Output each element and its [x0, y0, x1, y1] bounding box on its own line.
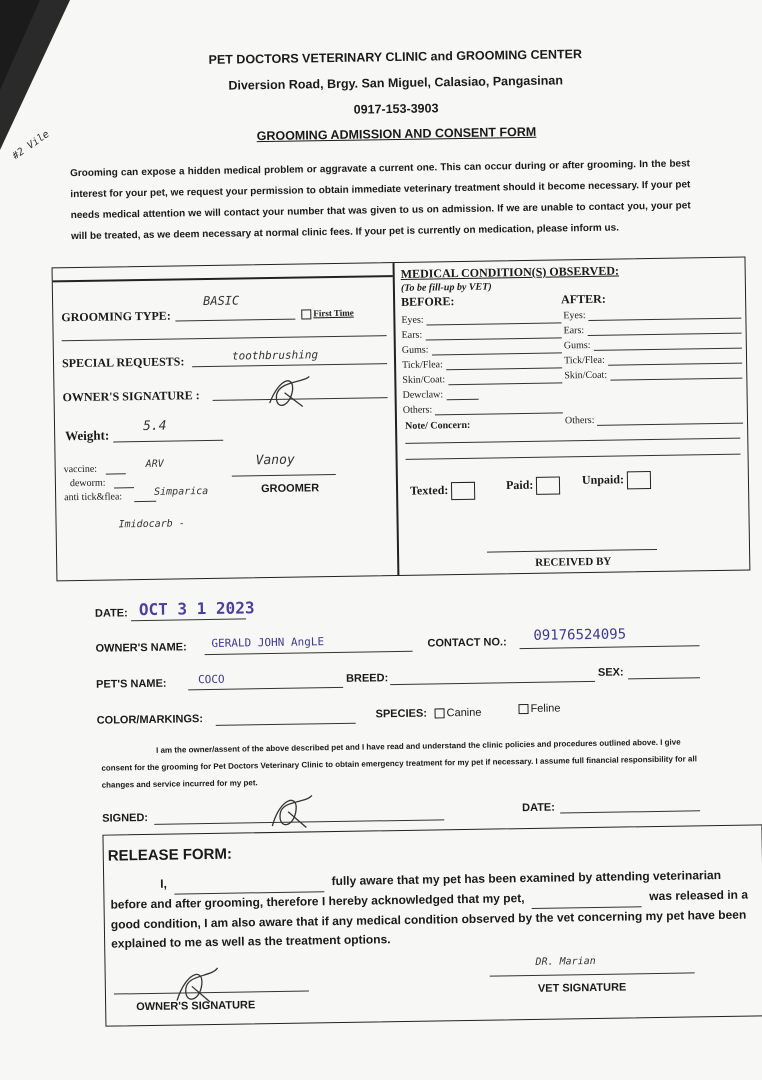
note-line-1[interactable]: [405, 438, 740, 444]
vaccine-line: [106, 473, 126, 474]
scan-corner-fold: [0, 0, 40, 90]
release-text-2: was released in a good condition, I am also aware that if any medical condition observed by the vet concerning my pet have been explained to me as well as the treatment options.: [110, 887, 749, 951]
groomer-label: GROOMER: [260, 482, 320, 496]
blank-line: [62, 335, 387, 341]
received-by-label: RECEIVED BY: [535, 555, 612, 569]
sex-label: SEX:: [597, 666, 624, 679]
clinic-address: Diversion Road, Brgy. San Miguel, Calasiao, Pangasinan: [228, 73, 564, 93]
groomer-line: [232, 474, 336, 477]
after-others-field[interactable]: [598, 423, 744, 426]
special-requests-label: SPECIAL REQUESTS:: [61, 354, 185, 371]
release-owner-sig-label: OWNER'S SIGNATURE: [136, 999, 256, 1014]
before-others-label: Others:: [402, 404, 433, 416]
column-divider: [393, 263, 399, 575]
first-time-checkbox[interactable]: [301, 309, 311, 319]
after-others-label: Others:: [564, 414, 595, 427]
color-label: COLOR/MARKINGS:: [96, 713, 204, 727]
vet-sig-label: VET SIGNATURE: [537, 981, 627, 995]
signed-label: SIGNED:: [102, 811, 149, 825]
deworm-line: [114, 487, 134, 488]
vaccine-label: vaccine:: [63, 463, 98, 476]
special-requests-line: [192, 363, 387, 367]
date2-label: DATE:: [521, 801, 555, 815]
owner-name-label: OWNER'S NAME:: [95, 641, 187, 655]
after-tickflea-label: Tick/Flea:: [563, 354, 605, 367]
release-form-box: [102, 824, 762, 1026]
after-ears-label: Ears:: [563, 325, 585, 337]
after-gums-label: Gums:: [563, 339, 591, 352]
before-gums-label: Gums:: [401, 344, 429, 356]
intro-paragraph: Grooming can expose a hidden medical problem or aggravate a current one. This can occur during or after grooming. In the best interest for your pet, we request your permission to obtain immediate veterinary treatment should it become necessary. If your pet needs medical attention we will contact your number that was given to us on admission. If we are unable to contact you, your pet will be treated, as we deem necessary at normal clinic fees. If your pet is currently on medication, please inform us.: [69, 158, 691, 243]
release-prefix: I,: [160, 876, 168, 891]
canine-label: Canine: [446, 706, 482, 720]
unpaid-label: Unpaid:: [581, 472, 625, 487]
contact-value[interactable]: 09176524095: [533, 626, 627, 644]
pet-name-label: PET'S NAME:: [95, 677, 167, 691]
before-dewclaw-label: Dewclaw:: [402, 389, 444, 401]
first-time-label: First Time: [313, 307, 354, 319]
breed-line[interactable]: [390, 681, 595, 685]
grooming-type-line: [175, 319, 295, 322]
consent-paragraph: I am the owner/assent of the above described pet and I have read and understand the clinic policies and procedures outlined above. I give consent for the grooming for Pet Doctors Veterinary Clinic to obtain emergency treatment for my pet if necessary. I assume full financial responsibility for all changes and service incurred for my pet.: [101, 737, 697, 790]
clinic-phone: 0917-153-3903: [353, 101, 439, 117]
breed-label: BREED:: [345, 672, 389, 685]
texted-group: [410, 482, 476, 501]
form-page: [40, 34, 762, 1075]
after-fields: [563, 304, 743, 427]
note-line-2[interactable]: [406, 454, 741, 460]
groomer-name: Vanoy: [255, 452, 295, 469]
weight-label: Weight:: [65, 427, 110, 444]
before-tickflea-label: Tick/Flea:: [402, 359, 443, 371]
after-skincoat-field[interactable]: [610, 378, 742, 381]
paid-checkbox[interactable]: [536, 476, 560, 494]
after-label: AFTER:: [560, 291, 606, 307]
date-label: DATE:: [94, 607, 128, 620]
release-text-1: fully aware that my pet has been examined by attending veterinarian before and after grooming, therefore I hereby acknowledged that my pet,: [110, 867, 722, 912]
medical-title: MEDICAL CONDITION(S) OBSERVED:: [400, 263, 620, 281]
before-others-field[interactable]: [435, 412, 563, 415]
extra-note: Imidocarb -: [118, 518, 185, 531]
date2-line[interactable]: [560, 810, 700, 813]
unpaid-checkbox[interactable]: [627, 471, 651, 489]
owner-signature-label: OWNER'S SIGNATURE :: [62, 388, 200, 405]
unpaid-group: [582, 471, 651, 490]
owner-name-line: [205, 651, 413, 655]
antitick-label: anti tick&flea:: [64, 491, 123, 504]
after-skincoat-label: Skin/Coat:: [564, 369, 608, 382]
texted-label: Texted:: [409, 482, 449, 498]
sex-line[interactable]: [628, 677, 700, 679]
before-ears-label: Ears:: [401, 329, 423, 341]
antitick-value[interactable]: Simparica: [153, 485, 209, 498]
feline-label: Feline: [530, 702, 561, 715]
pet-name-line: [188, 687, 343, 690]
vet-name: DR. Marian: [535, 955, 596, 968]
special-requests-value[interactable]: toothbrushing: [231, 348, 319, 363]
signed-scribble: [266, 789, 317, 835]
left-top-rule: [53, 275, 393, 282]
owner-name-value[interactable]: GERALD JOHN AngLE: [211, 635, 325, 650]
weight-line: [113, 440, 223, 443]
species-feline-option[interactable]: [518, 702, 560, 715]
color-line[interactable]: [216, 723, 356, 726]
clinic-name: PET DOCTORS VETERINARY CLINIC and GROOMING CENTER: [208, 47, 583, 67]
grooming-type-value[interactable]: BASIC: [202, 293, 240, 309]
antitick-line: [134, 501, 156, 502]
margin-note: #2 Vile: [10, 128, 52, 163]
release-pet-blank[interactable]: [532, 887, 642, 909]
note-label: Note/ Concern:: [404, 419, 471, 432]
contact-line: [520, 645, 700, 649]
before-skincoat-label: Skin/Coat:: [402, 374, 446, 386]
date-stamp[interactable]: OCT 3 1 2023: [138, 598, 255, 620]
deworm-label: deworm:: [69, 477, 106, 490]
medical-subtitle: (To be fill-up by VET): [400, 281, 492, 294]
weight-value[interactable]: 5.4: [142, 418, 167, 435]
species-label: SPECIES:: [375, 707, 428, 721]
owner-signature-scribble: [264, 372, 315, 413]
contact-label: CONTACT NO.:: [427, 636, 507, 650]
form-title: GROOMING ADMISSION AND CONSENT FORM: [256, 124, 537, 144]
received-by-line: [487, 549, 657, 553]
before-label: BEFORE:: [401, 294, 455, 309]
release-title: RELEASE FORM:: [107, 845, 233, 865]
paid-label: Paid:: [505, 477, 534, 493]
after-eyes-label: Eyes:: [563, 310, 586, 322]
release-owner-blank[interactable]: [174, 872, 324, 894]
before-eyes-label: Eyes:: [401, 314, 424, 326]
grooming-type-label: GROOMING TYPE:: [61, 308, 171, 325]
vaccine-value[interactable]: ARV: [145, 458, 164, 470]
canine-checkbox[interactable]: [435, 708, 445, 718]
species-canine-option[interactable]: [434, 707, 481, 720]
pet-name-value[interactable]: COCO: [197, 672, 225, 687]
release-paragraph: [110, 865, 756, 953]
intake-box: [52, 257, 751, 582]
paid-group: [506, 476, 561, 495]
before-fields: [401, 308, 563, 416]
feline-checkbox[interactable]: [518, 704, 528, 714]
texted-checkbox[interactable]: [451, 482, 475, 500]
vet-sig-line[interactable]: [490, 972, 695, 976]
